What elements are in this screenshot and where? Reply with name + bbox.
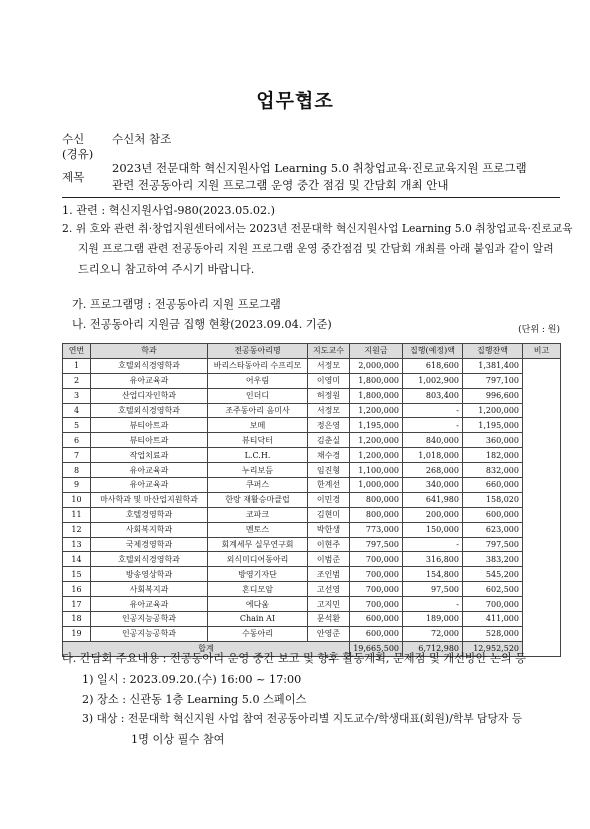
total-label: 합계 [63, 641, 350, 656]
table-cell: 14 [63, 552, 91, 567]
table-cell: 700,000 [350, 582, 403, 597]
table-cell: 1,195,000 [463, 418, 523, 433]
table-cell: 545,200 [463, 567, 523, 582]
item-2-line-1: 2. 위 호와 관련 취·창업지원센터에서는 2023년 전문대학 혁신지원사업 Learning 5.0 취창업교육·진로교육 [62, 222, 573, 235]
table-cell: 호텔외식경영학과 [91, 403, 208, 418]
table-cell: 고선영 [308, 582, 350, 597]
table-cell: 200,000 [403, 507, 463, 522]
table-cell: 623,000 [463, 522, 523, 537]
table-cell: 에다움 [208, 597, 308, 612]
table-cell: 조인범 [308, 567, 350, 582]
table-cell: 602,500 [463, 582, 523, 597]
table-row [63, 373, 561, 388]
table-cell: 김춘실 [308, 433, 350, 448]
recipient-label: 수신 [62, 132, 85, 146]
table-cell: 사회복지과 [91, 582, 208, 597]
table-cell: 호텔외식경영학과 [91, 358, 208, 373]
total-cell: 19,665,500 [350, 641, 403, 656]
table-cell: 서정모 [308, 358, 350, 373]
table-cell: 작업치료과 [91, 448, 208, 463]
sub-item-b: 나. 전공동아리 지원금 집행 현황(2023.09.04. 기준) [72, 318, 332, 331]
table-cell: 996,600 [463, 388, 523, 403]
column-header: 지도교수 [308, 344, 350, 359]
table-cell: 유아교육과 [91, 463, 208, 478]
table-cell: 618,600 [403, 358, 463, 373]
column-header: 비고 [523, 344, 561, 359]
table-cell: - [403, 418, 463, 433]
table-cell: Chain AI [208, 612, 308, 627]
table-cell: 뷰티아트과 [91, 433, 208, 448]
meeting-target-line-2: 1명 이상 필수 참여 [131, 733, 225, 746]
table-cell: 700,000 [350, 552, 403, 567]
header-divider [62, 197, 560, 198]
table-cell: 한랑 재활승마클럽 [208, 492, 308, 507]
column-header: 집행(예정)액 [403, 344, 463, 359]
table-row [63, 358, 561, 373]
table-cell: 268,000 [403, 463, 463, 478]
table-cell: 한계선 [308, 478, 350, 493]
table-cell: 8 [63, 463, 91, 478]
table-cell: 1,200,000 [350, 403, 403, 418]
table-cell: 10 [63, 492, 91, 507]
table-header-row [63, 344, 561, 359]
table-cell: 316,800 [403, 552, 463, 567]
table-cell: 뷰티아트과 [91, 418, 208, 433]
table-row [63, 507, 561, 522]
table-cell: 박한생 [308, 522, 350, 537]
table-cell: 고지민 [308, 597, 350, 612]
table-row [63, 492, 561, 507]
table-cell: L.C.H. [208, 448, 308, 463]
column-header: 학과 [91, 344, 208, 359]
table-cell: 유아교육과 [91, 597, 208, 612]
table-cell: 6 [63, 433, 91, 448]
table-row [63, 418, 561, 433]
table-cell: 797,500 [463, 537, 523, 552]
subject-line-2: 관련 전공동아리 지원 프로그램 운영 중간 점검 및 간담회 개최 안내 [112, 178, 449, 192]
table-cell: 1,000,000 [350, 478, 403, 493]
table-cell: 2,000,000 [350, 358, 403, 373]
subject-row [62, 160, 562, 196]
table-cell: 인공지능공학과 [91, 626, 208, 641]
budget-table [62, 343, 561, 657]
table-row [63, 597, 561, 612]
table-cell: 5 [63, 418, 91, 433]
table-cell: 1 [63, 358, 91, 373]
table-cell: 797,500 [350, 537, 403, 552]
table-cell: 1,800,000 [350, 388, 403, 403]
table-cell: 72,000 [403, 626, 463, 641]
table-cell: 산업디자인학과 [91, 388, 208, 403]
table-cell: 7 [63, 448, 91, 463]
table-row [63, 537, 561, 552]
table-row [63, 582, 561, 597]
table-cell: 채수경 [308, 448, 350, 463]
column-header: 집행잔액 [463, 344, 523, 359]
document-title: 업무협조 [256, 90, 334, 112]
table-cell: 이민경 [308, 492, 350, 507]
table-cell: 호텔외식경영학과 [91, 552, 208, 567]
table-cell: 허정원 [308, 388, 350, 403]
table-cell: 정은영 [308, 418, 350, 433]
table-cell: 12 [63, 522, 91, 537]
table-cell: 문석환 [308, 612, 350, 627]
table-row [63, 522, 561, 537]
table-cell: 158,020 [463, 492, 523, 507]
table-cell: 154,800 [403, 567, 463, 582]
table-cell: 528,000 [463, 626, 523, 641]
via-label: (경유) [62, 147, 94, 161]
table-cell: 어우림 [208, 373, 308, 388]
table-cell: 189,000 [403, 612, 463, 627]
table-cell: 유아교육과 [91, 373, 208, 388]
table-row [63, 612, 561, 627]
table-cell: 2 [63, 373, 91, 388]
table-cell: 700,000 [350, 567, 403, 582]
column-header: 연번 [63, 344, 91, 359]
table-cell: 쿠퍼스 [208, 478, 308, 493]
item-1: 1. 관련 : 혁신지원사업-980(2023.05.02.) [62, 204, 276, 217]
table-cell: 383,200 [463, 552, 523, 567]
table-cell: 17 [63, 597, 91, 612]
table-cell: 1,018,000 [403, 448, 463, 463]
table-row [63, 552, 561, 567]
table-cell: 멘토스 [208, 522, 308, 537]
column-header: 전공동아리명 [208, 344, 308, 359]
table-cell: 회계세무 실무연구회 [208, 537, 308, 552]
table-cell: - [403, 403, 463, 418]
table-cell: 이현주 [308, 537, 350, 552]
table-cell: 411,000 [463, 612, 523, 627]
table-cell: 600,000 [350, 612, 403, 627]
table-cell: 700,000 [350, 597, 403, 612]
table-cell: 1,195,000 [350, 418, 403, 433]
table-cell: 700,000 [463, 597, 523, 612]
table-row [63, 478, 561, 493]
meeting-target-line-1: 3) 대상 : 전문대학 혁신지원 사업 참여 전공동아리별 지도교수/학생대표(회원)/학부 담당자 등 [82, 712, 523, 725]
total-cell: 12,952,520 [463, 641, 523, 656]
table-cell: 임진형 [308, 463, 350, 478]
table-row [63, 388, 561, 403]
table-cell: 13 [63, 537, 91, 552]
column-header: 지원금 [350, 344, 403, 359]
table-cell: 840,000 [403, 433, 463, 448]
table-cell: 서정모 [308, 403, 350, 418]
table-cell: 182,000 [463, 448, 523, 463]
table-cell: 16 [63, 582, 91, 597]
table-cell: 인더디 [208, 388, 308, 403]
recipient-value: 수신처 참조 [112, 132, 172, 146]
subject-label: 제목 [62, 170, 85, 184]
table-cell: 이범준 [308, 552, 350, 567]
table-cell: 방송영상학과 [91, 567, 208, 582]
table-cell: 19 [63, 626, 91, 641]
total-cell: 6,712,980 [403, 641, 463, 656]
table-cell: 9 [63, 478, 91, 493]
table-cell: 외식미디어동아리 [208, 552, 308, 567]
table-cell: 11 [63, 507, 91, 522]
table-cell: 1,800,000 [350, 373, 403, 388]
table-cell: 1,381,400 [463, 358, 523, 373]
table-cell: 혼디모암 [208, 582, 308, 597]
table-cell: 1,200,000 [350, 448, 403, 463]
table-cell: 뷰티닥터 [208, 433, 308, 448]
table-cell: 641,980 [403, 492, 463, 507]
unit-note: (단위 : 원) [518, 325, 560, 335]
table-cell: 803,400 [403, 388, 463, 403]
table-cell: 마사학과 및 마산업지원학과 [91, 492, 208, 507]
table-cell: 797,100 [463, 373, 523, 388]
table-cell: 누리보듬 [208, 463, 308, 478]
table-cell: 1,100,000 [350, 463, 403, 478]
table-cell: 1,200,000 [463, 403, 523, 418]
table-cell: 600,000 [350, 626, 403, 641]
table-cell: 수동아리 [208, 626, 308, 641]
table-cell: 1,200,000 [350, 433, 403, 448]
table-row [63, 433, 561, 448]
table-cell: 600,000 [463, 507, 523, 522]
table-cell: 1,002,900 [403, 373, 463, 388]
table-cell: 773,000 [350, 522, 403, 537]
table-cell: 코파크 [208, 507, 308, 522]
table-cell: 97,500 [403, 582, 463, 597]
table-cell: 방영기자단 [208, 567, 308, 582]
sub-item-a: 가. 프로그램명 : 전공동아리 지원 프로그램 [72, 298, 281, 311]
table-row [63, 463, 561, 478]
table-cell: 이영미 [308, 373, 350, 388]
table-cell: 호텔경영학과 [91, 507, 208, 522]
table-cell: 바리스타동아리 수프리모 [208, 358, 308, 373]
remarks-cell [523, 358, 561, 656]
table-cell: 사회복지학과 [91, 522, 208, 537]
sub-item-c: 다. 간담회 주요내용 : 전공동아리 운영 중간 보고 및 향후 활동계획, 문제점 및 개선방안 논의 등 [62, 652, 527, 665]
subject-line-1: 2023년 전문대학 혁신지원사업 Learning 5.0 취창업교육·진로교육지원 프로그램 [112, 161, 527, 175]
table-cell: 18 [63, 612, 91, 627]
table-cell: 800,000 [350, 492, 403, 507]
table-cell: 4 [63, 403, 91, 418]
table-cell: 150,000 [403, 522, 463, 537]
table-row [63, 448, 561, 463]
item-2-line-2: 지원 프로그램 관련 전공동아리 지원 프로그램 운영 중간점검 및 간담회 개최를 아래 붙임과 같이 알려 [78, 242, 554, 255]
meeting-date: 1) 일시 : 2023.09.20.(수) 16:00 ~ 17:00 [82, 673, 302, 686]
table-cell: 660,000 [463, 478, 523, 493]
table-cell: 340,000 [403, 478, 463, 493]
table-cell: 800,000 [350, 507, 403, 522]
item-2-line-3: 드리오니 참고하여 주시기 바랍니다. [78, 263, 255, 276]
table-cell: 15 [63, 567, 91, 582]
table-cell: 인공지능공학과 [91, 612, 208, 627]
table-cell: 안영준 [308, 626, 350, 641]
meeting-place: 2) 장소 : 신관동 1층 Learning 5.0 스페이스 [82, 693, 307, 706]
table-cell: 3 [63, 388, 91, 403]
table-cell: 보떼 [208, 418, 308, 433]
table-cell: 국제경영학과 [91, 537, 208, 552]
table-cell: 832,000 [463, 463, 523, 478]
table-row [63, 626, 561, 641]
table-cell: 유아교육과 [91, 478, 208, 493]
table-cell: - [403, 597, 463, 612]
table-row [63, 403, 561, 418]
table-cell: - [403, 537, 463, 552]
table-cell: 조주동아리 음미사 [208, 403, 308, 418]
table-cell: 김현미 [308, 507, 350, 522]
table-cell: 360,000 [463, 433, 523, 448]
table-row [63, 567, 561, 582]
